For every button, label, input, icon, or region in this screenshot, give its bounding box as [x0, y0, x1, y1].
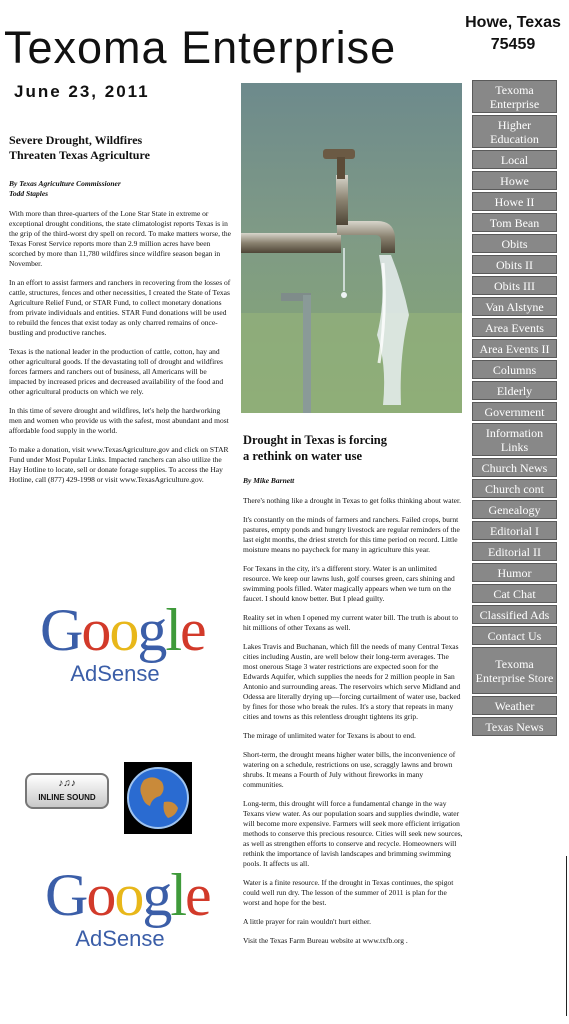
- article2-paragraph: Long-term, this drought will force a fundamental change in the way Texans view water. As our population soars and supplies dwindle, water will become more expensive. Farmers will seek more efficient irrigation methods to conserve this precious resource. Cities will seek new sources, as well as strengthen efforts to conserve and recycle. Homeowners will rethink the importance of lavish landscapes and brimming swimming pools. It affects us all.: [243, 799, 463, 868]
- nav-obits-iii[interactable]: Obits III: [472, 276, 557, 295]
- nav-editorial-ii[interactable]: Editorial II: [472, 542, 557, 561]
- location-zip: 75459: [490, 36, 536, 53]
- article2-paragraph: For Texans in the city, it's a different story. Water is an unlimited resource. We keep our lawns lush, golf courses green, cars shining and swimming pools filled. Water magically appears when we turn on the faucet. I should know better. But I plead guilty.: [243, 564, 455, 603]
- nav-tom-bean[interactable]: Tom Bean: [472, 213, 557, 232]
- nav-columns[interactable]: Columns: [472, 360, 557, 379]
- article2-paragraph: Visit the Texas Farm Bureau website at www.txfb.org .: [243, 936, 408, 945]
- nav-obits[interactable]: Obits: [472, 234, 557, 253]
- article2-headline: [243, 432, 463, 464]
- adsense-label: AdSense: [70, 661, 160, 686]
- globe-icon: [124, 762, 192, 834]
- nav-obits-ii[interactable]: Obits II: [472, 255, 557, 274]
- nav-area-events-ii[interactable]: Area Events II: [472, 339, 557, 358]
- faucet-image: [241, 83, 462, 413]
- nav-weather[interactable]: Weather: [472, 696, 557, 715]
- nav-contact-us[interactable]: Contact Us: [472, 626, 557, 645]
- nav-area-events[interactable]: Area Events: [472, 318, 557, 337]
- nav-church-cont[interactable]: Church cont: [472, 479, 557, 498]
- article1-byline-line1: By Texas Agriculture Commissioner: [9, 179, 121, 188]
- article2-headline-line1: Drought in Texas is forcing: [243, 433, 388, 447]
- article1-paragraph: To make a donation, visit www.TexasAgriculture.gov and click on STAR Fund under Most Popular Links. Impacted ranchers can also utilize the Hay Hotline to locate, sell or donate forage supplies. To access the Hay Hotline, call (877) 429-1998 or visit www.TexasAgriculture.gov.: [9, 445, 229, 484]
- article1-paragraph: Texas is the national leader in the production of cattle, cotton, hay and other agricultural goods. If the devastating toll of drought and wildfires forces farmers and ranchers out of business, all Americans will be impacted by increased prices and decreased availability of the food and other agricultural products on which we rely.: [9, 347, 224, 396]
- nav-humor[interactable]: Humor: [472, 563, 557, 582]
- faucet-photo: [241, 83, 462, 413]
- article1-headline-line2: Threaten Texas Agriculture: [9, 148, 150, 162]
- article2-byline: By Mike Barnett: [243, 476, 295, 485]
- article1-byline: [9, 179, 231, 199]
- nav-texas-news[interactable]: Texas News: [472, 717, 557, 736]
- nav-editorial-i[interactable]: Editorial I: [472, 521, 557, 540]
- google-adsense-ad-bottom[interactable]: [45, 862, 210, 951]
- nav-information-links[interactable]: Information Links: [472, 423, 557, 456]
- nav-government[interactable]: Government: [472, 402, 557, 421]
- article-drought-wildfires: [9, 133, 231, 494]
- site-nav: [472, 80, 559, 738]
- nav-howe-ii[interactable]: Howe II: [472, 192, 557, 211]
- masthead-title: Texoma Enterprise: [4, 22, 397, 73]
- article2-paragraph: Reality set in when I opened my current water bill. The truth is about to hit millions of other Texans as well.: [243, 613, 459, 632]
- google-adsense-ad-top[interactable]: [40, 597, 205, 686]
- nav-higher-education[interactable]: Higher Education: [472, 115, 557, 148]
- article2-headline-line2: a rethink on water use: [243, 449, 362, 463]
- article1-paragraph: In an effort to assist farmers and ranchers in recovering from the losses of cattle, structures, fences and other necessities, I created the State of Texas Agriculture Relief Fund, or STAR Fund, to collect monetary donations from private individuals and entities. STAR Fund donations will be used to rebuild the fences that exist today as only charred remains of once-bustling and productive ranches.: [9, 278, 231, 337]
- article2-paragraph: The mirage of unlimited water for Texans is about to end.: [243, 731, 416, 740]
- nav-elderly[interactable]: Elderly: [472, 381, 557, 400]
- nav-classified-ads[interactable]: Classified Ads: [472, 605, 557, 624]
- nav-genealogy[interactable]: Genealogy: [472, 500, 557, 519]
- inline-sound-badge[interactable]: [25, 773, 109, 809]
- location-city: Howe, Texas: [465, 14, 561, 31]
- divider-line: [566, 856, 567, 1016]
- nav-church-news[interactable]: Church News: [472, 458, 557, 477]
- inline-sound-label: INLINE SOUND: [38, 793, 96, 802]
- article2-paragraph: A little prayer for rain wouldn't hurt either.: [243, 917, 371, 926]
- article1-paragraph: With more than three-quarters of the Lone Star State in extreme or exceptional drought conditions, the state climatologist reports Texas is in the grip of the third-worst dry spell on record. To make matters worse, the Texas Forest Service reports more than 2.9 million acres have been scorched by more than 11,780 wildfires since wildfire season began in November.: [9, 209, 231, 268]
- article1-byline-line2: Todd Staples: [9, 189, 49, 198]
- music-notes-icon: ♪♫♪: [58, 778, 76, 789]
- article2-paragraph: Short-term, the drought means higher water bills, the inconvenience of watering on a schedule, restrictions on use, scraggly lawns and brown shrubs. It means a Fourth of July without fireworks in many communities.: [243, 750, 456, 789]
- article1-headline-line1: Severe Drought, Wildfires: [9, 133, 143, 147]
- nav-local[interactable]: Local: [472, 150, 557, 169]
- adsense-label: AdSense: [75, 926, 165, 951]
- nav-texoma-enterprise[interactable]: Texoma Enterprise: [472, 80, 557, 113]
- google-logo: Google: [45, 862, 210, 928]
- nav-howe[interactable]: Howe: [472, 171, 557, 190]
- article2-paragraph: There's nothing like a drought in Texas to get folks thinking about water.: [243, 496, 461, 505]
- article-water-rethink: [243, 432, 463, 955]
- nav-van-alstyne[interactable]: Van Alstyne: [472, 297, 557, 316]
- issue-date: June 23, 2011: [14, 82, 150, 101]
- article2-paragraph: Lakes Travis and Buchanan, which fill the needs of many Central Texas cities including Austin, are well below their long-term averages. The most onerous Stage 3 water restrictions are expected soon for the Edwards Aquifer, which supplies the needs for 2 million people in San Antonio and surrounding areas. The reservoirs which serve Midland and Odessa are literally drying up—forcing curtailment of water use, backed by fines for those who break the rules. It's a story that repeats in many cities and towns as this relentless drought tightens its grip.: [243, 642, 461, 721]
- article1-paragraph: In this time of severe drought and wildfires, let's help the hardworking men and women who provide us with the safest, most abundant and most affordable food supply in the world.: [9, 406, 229, 435]
- nav-texoma-enterprise-store[interactable]: Texoma Enterprise Store: [472, 647, 557, 694]
- article1-headline: [9, 133, 231, 163]
- nav-cat-chat[interactable]: Cat Chat: [472, 584, 557, 603]
- article2-paragraph: Water is a finite resource. If the drought in Texas continues, the spigot could well run dry. The lesson of the summer of 2011 is plan for the worst and hope for the best.: [243, 878, 454, 907]
- article2-paragraph: It's constantly on the minds of farmers and ranchers. Failed crops, burnt pastures, empty ponds and hungry livestock are regular reminders of the last eight months, the driest stretch for this time period on record. Little moisture means no paycheck for many in agriculture this year.: [243, 515, 460, 554]
- google-logo: Google: [40, 597, 205, 663]
